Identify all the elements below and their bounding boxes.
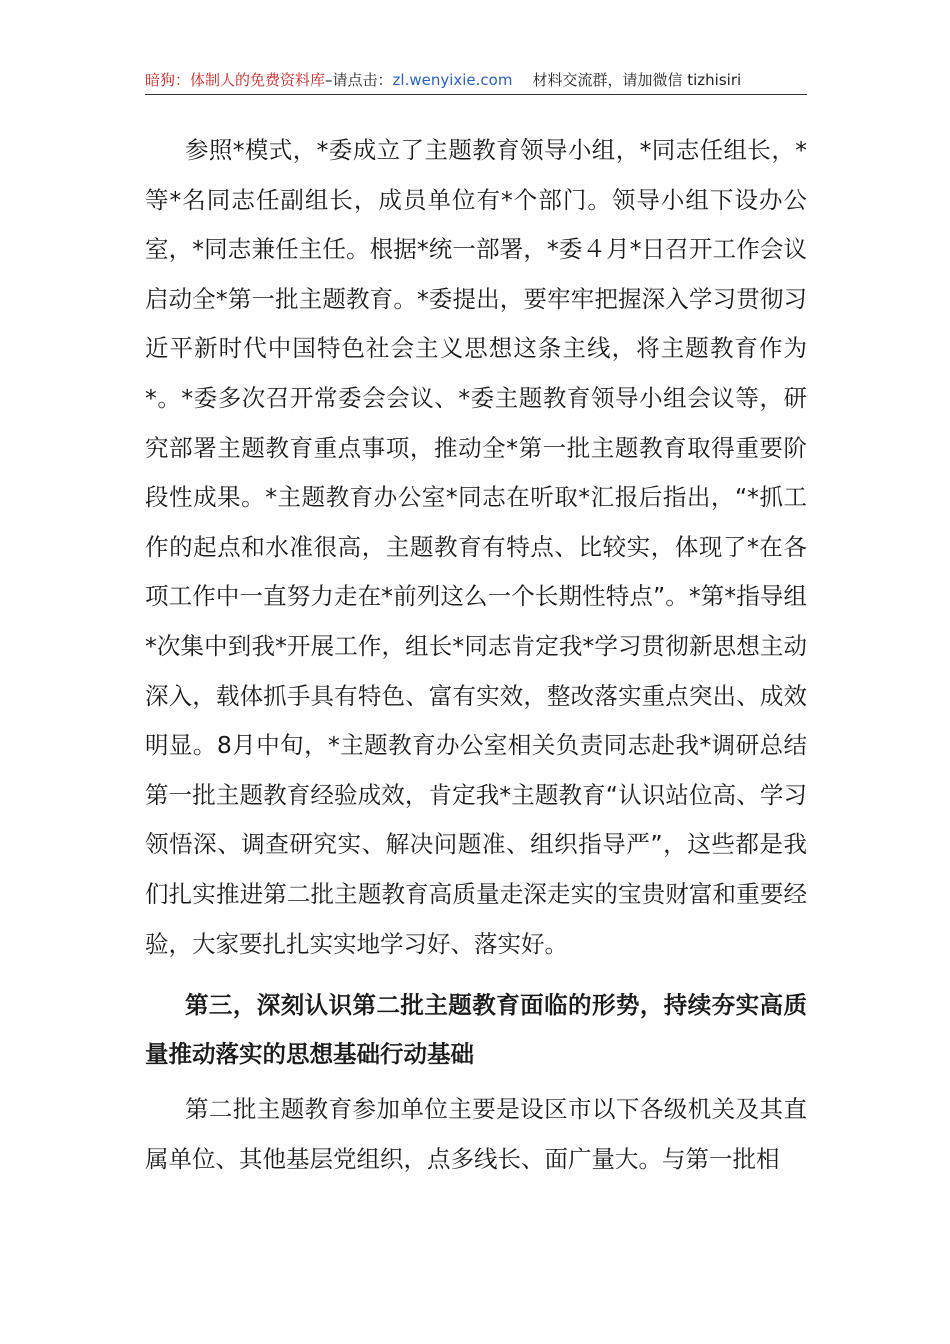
header-click-prompt: –请点击： (325, 71, 393, 89)
section-heading: 第三，深刻认识第二批主题教育面临的形势，持续夯实高质量推动落实的思想基础行动基础 (145, 991, 807, 1069)
paragraph-1: 参照*模式，*委成立了主题教育领导小组，*同志任组长，*等*名同志任副组长，成员单位有*个部门。领导小组下设办公室，*同志兼任主任。根据*统一部署，*委４月*日召开工作会议启动全*第一批主题教育。*委提出，要牢牢把握深入学习贯彻习近平新时代中国特色社会主义思想这条主线，将主题教育作为*。*委多次召开常委会会议、*委主题教育领导小组会议等，研究部署主题教育重点事项，推动全*第一批主题教育取得重要阶段性成果。*主题教育办公室*同志在听取*汇报后指出，“*抓工作的起点和水准很高，主题教育有特点、比较实，体现了*在各项工作中一直努力走在*前列这么一个长期性特点”。*第*指导组*次集中到我*开展工作，组长*同志肯定我*学习贯彻新思想主动深入，载体抓手具有特色、富有实效，整改落实重点突出、成效明显。8月中旬，*主题教育办公室相关负责同志赴我*调研总结第一批主题教育经验成效，肯定我*主题教育“认识站位高、学习领悟深、调查研究实、解决问题准、组织指导严”，这些都是我们扎实推进第二批主题教育高质量走深走实的宝贵财富和重要经验，大家要扎扎实实地学习好、落实好。 (145, 136, 807, 958)
paragraph-2: 第二批主题教育参加单位主要是设区市以下各级机关及其直属单位、其他基层党组织，点多线长、面广量大。与第一批相 (145, 1095, 807, 1173)
header-group-text: 材料交流群，请加微信 tizhisiri (532, 71, 742, 89)
page-header (145, 70, 807, 95)
header-link[interactable]: zl.wenyixie.com (392, 71, 513, 89)
document-body (145, 126, 807, 1184)
header-brand-text: 暗狗：体制人的免费资料库 (145, 71, 326, 89)
